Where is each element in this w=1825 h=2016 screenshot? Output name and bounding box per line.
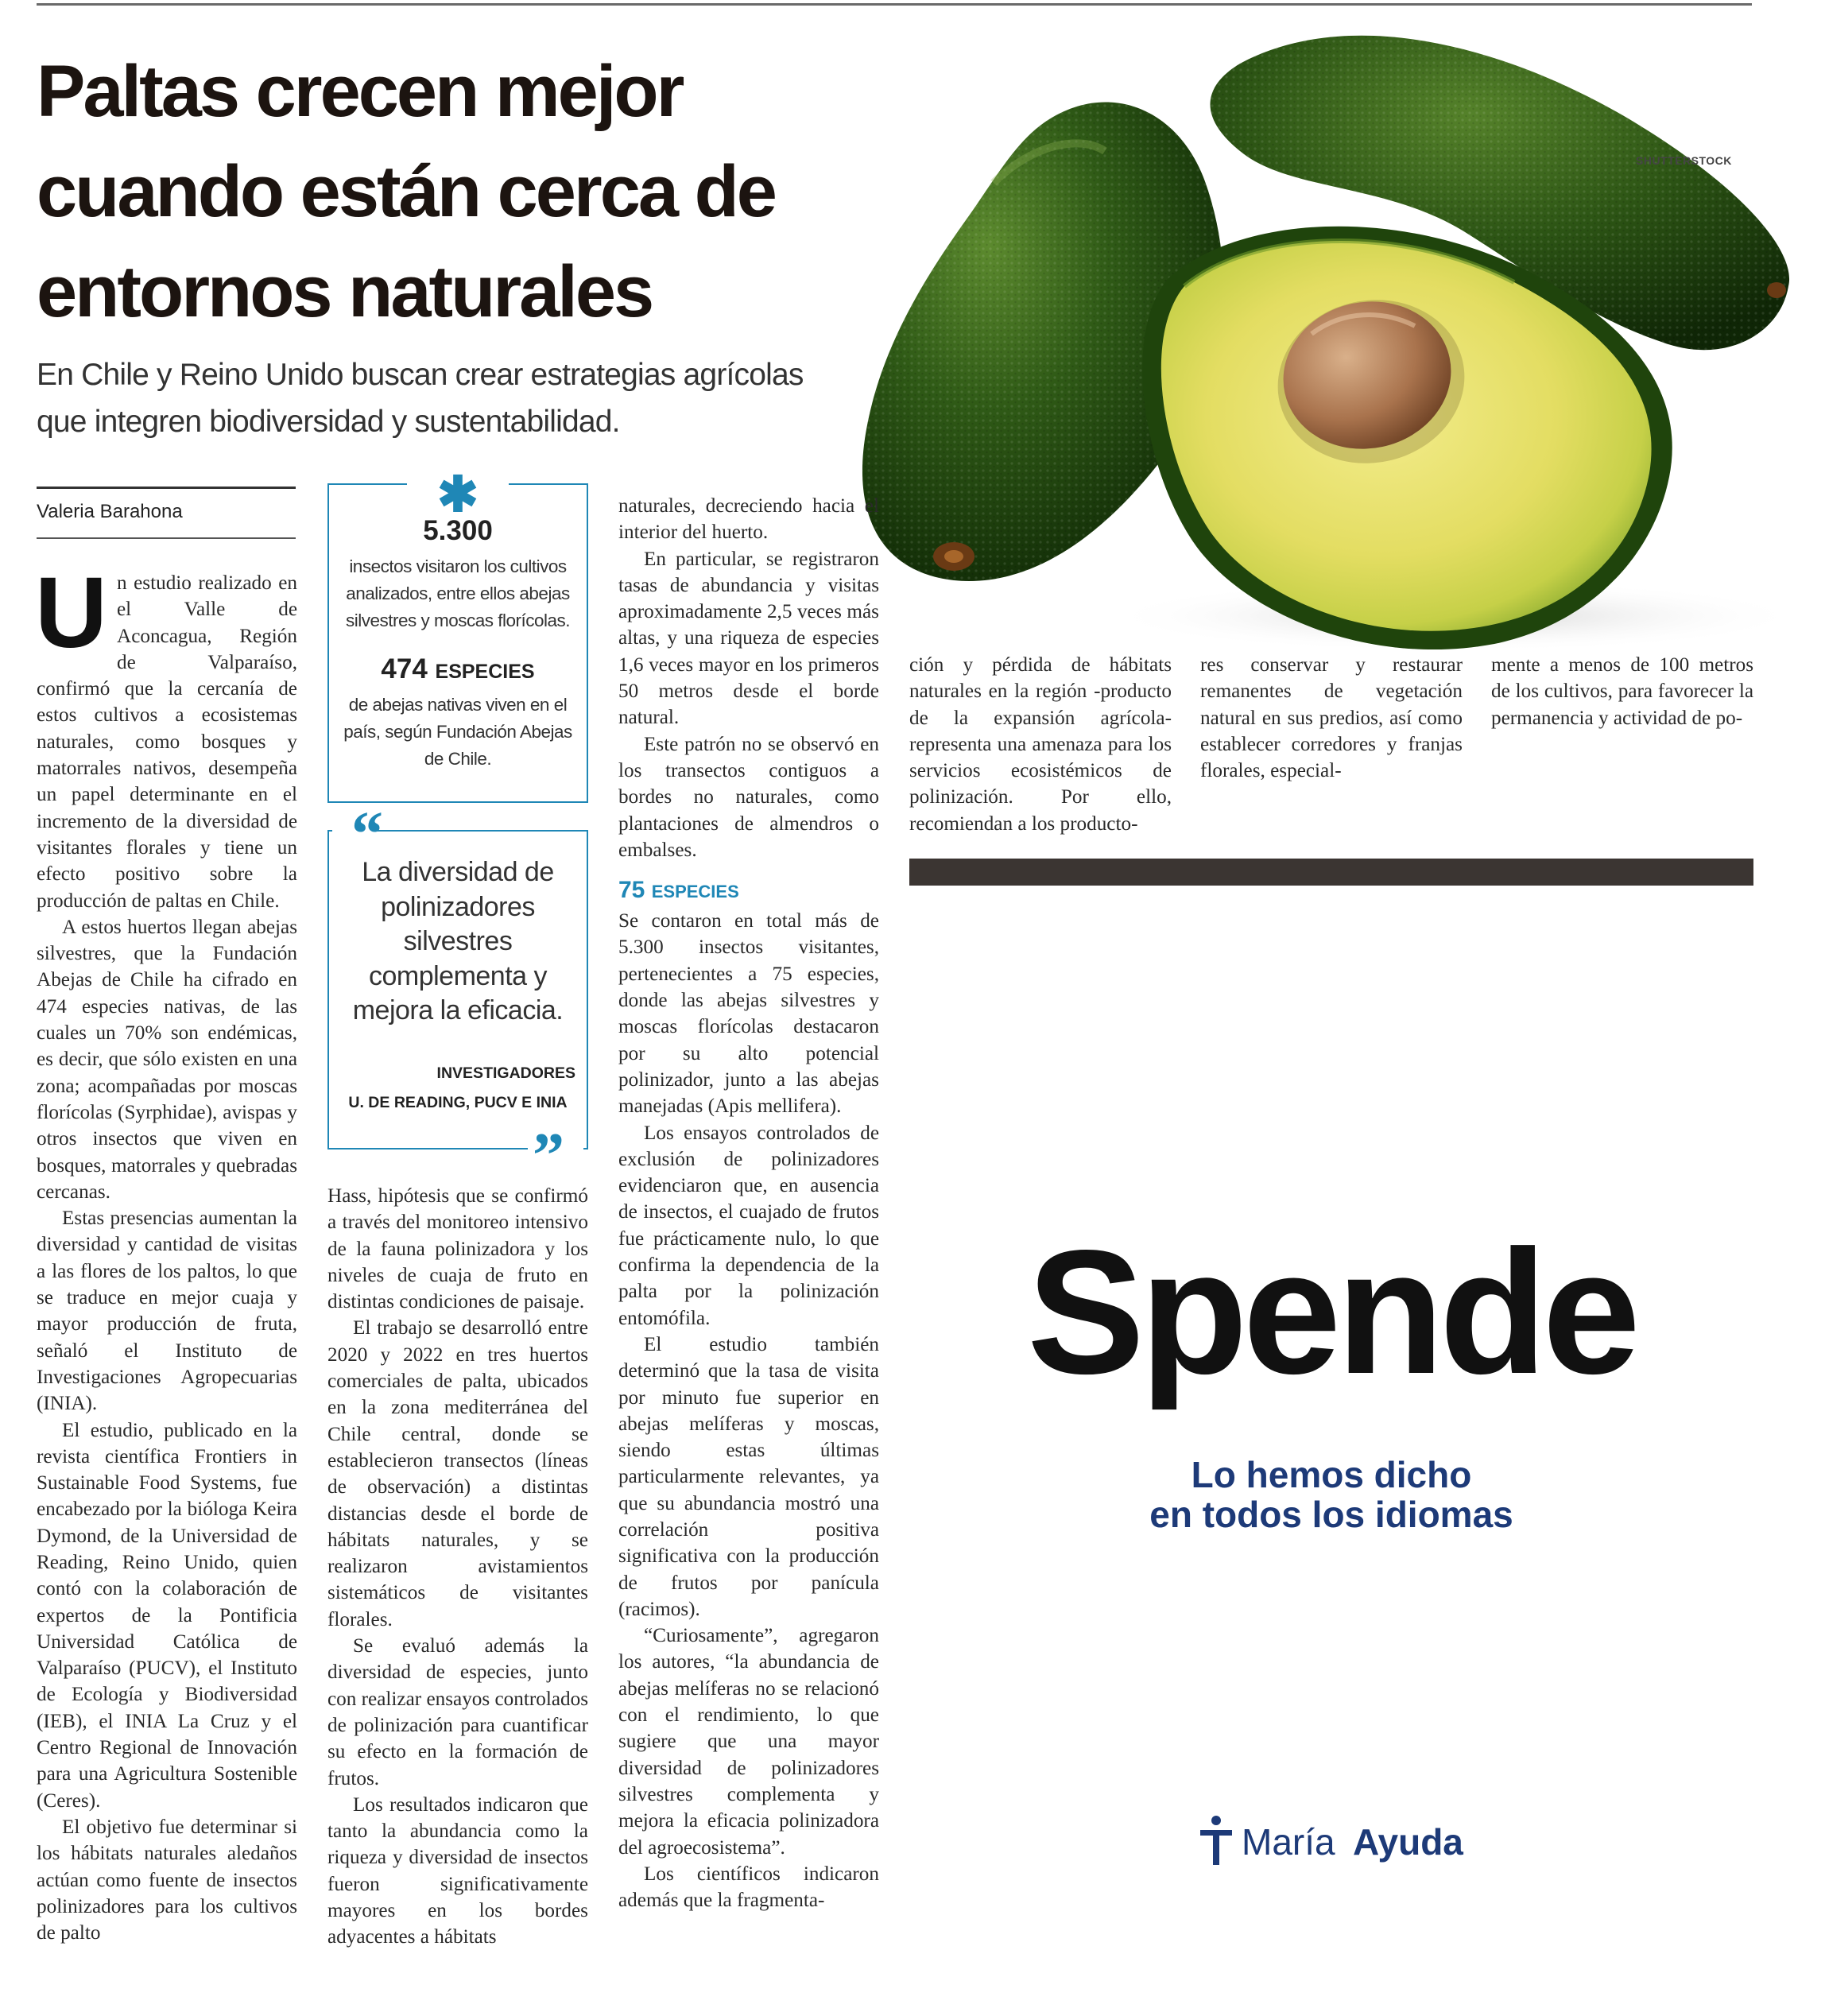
paragraph: Se contaron en total más de 5.300 insectos visitantes, pertenecientes a 75 especies, donde las abejas silvestres y moscas florícolas destacaron por su alto potencial polinizador, junto a las abejas manejadas (Apis mellifera). [618, 910, 879, 1118]
paragraph: Se evaluó además la diversidad de especies, junto con realizar ensayos controlados de polinización para cuantificar su efecto en la formación de frutos. [327, 1635, 589, 1789]
stat-description: de abejas nativas viven en el país, según Fundación Abejas de Chile. [343, 695, 572, 769]
paragraph: Los resultados indicaron que tanto la abundancia como la riqueza y diversidad de insectos fueron significativamente mayores en los bordes adyacentes a hábitats [327, 1793, 588, 1948]
headline [37, 41, 831, 342]
subhead-unit: ESPECIES [651, 882, 739, 902]
article-column-5 [1200, 652, 1463, 784]
paragraph: El objetivo fue determinar si los hábitats naturales aledaños actúan como fuente de insectos polinizadores para los cultivos de palto [37, 1816, 297, 1944]
section-subhead [618, 874, 879, 908]
paragraph: ción y pérdida de hábitats naturales en la región -producto de la expansión agrícola- representa una amenaza para los servicios ecosistémicos de polinización. Por ello, recomiendan a los producto- [909, 654, 1172, 835]
quote-source-line: U. DE READING, PUCV E INIA [348, 1094, 568, 1111]
advertisement[interactable] [909, 887, 1753, 2000]
box-rule [327, 830, 332, 832]
subhead-number: 75 [618, 877, 645, 904]
stat-number [329, 653, 587, 685]
ad-tagline-line: Lo hemos dicho [1191, 1454, 1472, 1495]
avocado-photo [795, 32, 1812, 660]
paragraph [35, 556, 297, 914]
photo-credit: SHUTTERSTOCK [1636, 154, 1732, 167]
cross-figure-icon [1199, 1814, 1234, 1867]
top-rule [37, 3, 1752, 6]
close-quote-icon: ” [533, 1121, 564, 1191]
box-rule [377, 830, 588, 832]
paragraph: En particular, se registraron tasas de abundancia y visitas aproximadamente 2,5 veces más altas, y una riqueza de especies 1,6 veces mayor en los primeros 50 metros desde el borde natural. [618, 548, 879, 729]
stat-number: 5.300 [423, 515, 493, 546]
paragraph: res conservar y restaurar remanentes de vegetación natural en sus predios, así como establecer corredores y franjas florales, especial- [1200, 654, 1463, 782]
ad-headline: Spende [1027, 1214, 1636, 1411]
paragraph-text: n estudio realizado en el Valle de Aconcagua, Región de Valparaíso, confirmó que la cercanía de estos cultivos a ecosistemas naturales, como bosques y matorrales nativos, desempeña un papel determinante en el incremento de la diversidad de visitantes florales y tiene un efecto positivo sobre la producción de paltas en Chile. [37, 572, 297, 912]
logo-text: Ayuda [1353, 1821, 1463, 1863]
headline-line: entornos naturales [37, 251, 653, 332]
paragraph: El estudio, publicado en la revista científica Frontiers in Sustainable Food Systems, fue encabezado por la bióloga Keira Dymond, de la Universidad de Reading, Reino Unido, quien contó con la colaboración de expertos de la Pontificia Universidad Católica de Valparaíso (PUCV), el Instituto de Ecología y Biodiversidad (IEB), el INIA La Cruz y el Centro Regional de Innovación para una Agricultura Sostenible (Ceres). [37, 1419, 297, 1812]
article-column-2 [327, 1183, 588, 1951]
paragraph: El trabajo se desarrolló entre 2020 y 2022 en tres huertos comerciales de palta, ubicados en la zona mediterránea del Chile central, donde se establecieron transectos (líneas de observación) a distintas distancias desde el borde de hábitats naturales, y se realizaron avistamientos sistemáticos de visitantes florales. [327, 1317, 588, 1630]
paragraph: “Curiosamente”, agregaron los autores, “la abundancia de abejas melíferas no se relacionó con el rendimiento, lo que sugiere que una mayor diversidad de polinizadores silvestres complementa y mejora la eficacia polinizadora del agroecosistema”. [618, 1625, 879, 1859]
ad-tagline [909, 1455, 1753, 1534]
fact-box [327, 467, 588, 803]
subheadline-line: En Chile y Reino Unido buscan crear estrategias agrícolas [37, 358, 804, 392]
quote-source [340, 1059, 575, 1118]
headline-line: Paltas crecen mejor [37, 51, 683, 132]
ad-tagline-line: en todos los idiomas [1149, 1494, 1513, 1535]
subheadline-line: que integren biodiversidad y sustentabilidad. [37, 405, 620, 439]
paragraph: Los ensayos controlados de exclusión de polinizadores evidenciaron que, en ausencia de insectos, el cuajado de frutos fue prácticamente nulo, lo que confirma la dependencia de la palta por la polinización entomófila. [618, 1122, 879, 1329]
section-divider [909, 859, 1753, 886]
box-rule [583, 1148, 588, 1150]
subheadline [37, 351, 816, 445]
stat-description: insectos visitaron los cultivos analizados, entre ellos abejas silvestres y moscas florícolas. [345, 556, 571, 630]
open-quote-icon: “ [351, 800, 383, 870]
paragraph: Hass, hipótesis que se confirmó a través del monitoreo intensivo de la fauna polinizadora y los niveles de cuaja de fruto en distintas condiciones de paisaje. [327, 1185, 588, 1313]
quote-text: La diversidad de polinizadores silvestres complementa y mejora la eficacia. [352, 857, 564, 1025]
paragraph: Estas presencias aumentan la diversidad y cantidad de visitas a las flores de los paltos, lo que se traduce en mejor cuaja y mayor producción de fruta, señaló el Instituto de Investigaciones Agropecuarias (INIA). [37, 1208, 297, 1415]
paragraph: mente a menos de 100 metros de los cultivos, para favorecer la permanencia y actividad de po- [1491, 654, 1753, 729]
byline: Valeria Barahona [37, 501, 183, 522]
article-column-6 [1491, 652, 1753, 731]
quote-source-line: INVESTIGADORES [436, 1064, 575, 1082]
article-column-3 [618, 493, 879, 1913]
stat-unit: ESPECIES [435, 661, 535, 683]
paragraph: Los científicos indicaron además que la fragmenta- [618, 1863, 879, 1912]
logo-text: María [1242, 1821, 1335, 1863]
paragraph: naturales, decreciendo hacia el interior del huerto. [618, 495, 879, 544]
byline-rule [37, 537, 296, 539]
stat-value: 474 [381, 653, 428, 684]
paragraph: Este patrón no se observó en los transectos contiguos a bordes no naturales, como plantaciones de almendros o embalses. [618, 733, 879, 861]
paragraph: El estudio también determinó que la tasa de visita por minuto fue superior en abejas melíferas y moscas, siendo estas últimas particularmente relevantes, ya que su abundancia mostró una correlación positiva significativa con la producción de frutos por panícula (racimos). [618, 1333, 879, 1620]
headline-line: cuando están cerca de [37, 151, 775, 232]
article-column-1 [35, 556, 297, 1946]
byline-rule [37, 487, 296, 489]
asterisk-icon: ✱ [437, 467, 479, 522]
drop-cap: U [35, 556, 107, 669]
article-column-4 [909, 652, 1172, 837]
pull-quote [327, 800, 588, 1191]
paragraph: A estos huertos llegan abejas silvestres, que la Fundación Abejas de Chile ha cifrado en 474 especies nativas, de las cuales un 70% son endémicas, es decir, que sólo existen en una zona; acompañadas por moscas florícolas (Syrphidae), avispas y otros insectos que viven en bosques, matorrales y quebradas cercanas. [37, 916, 297, 1203]
box-rule [327, 1148, 528, 1150]
